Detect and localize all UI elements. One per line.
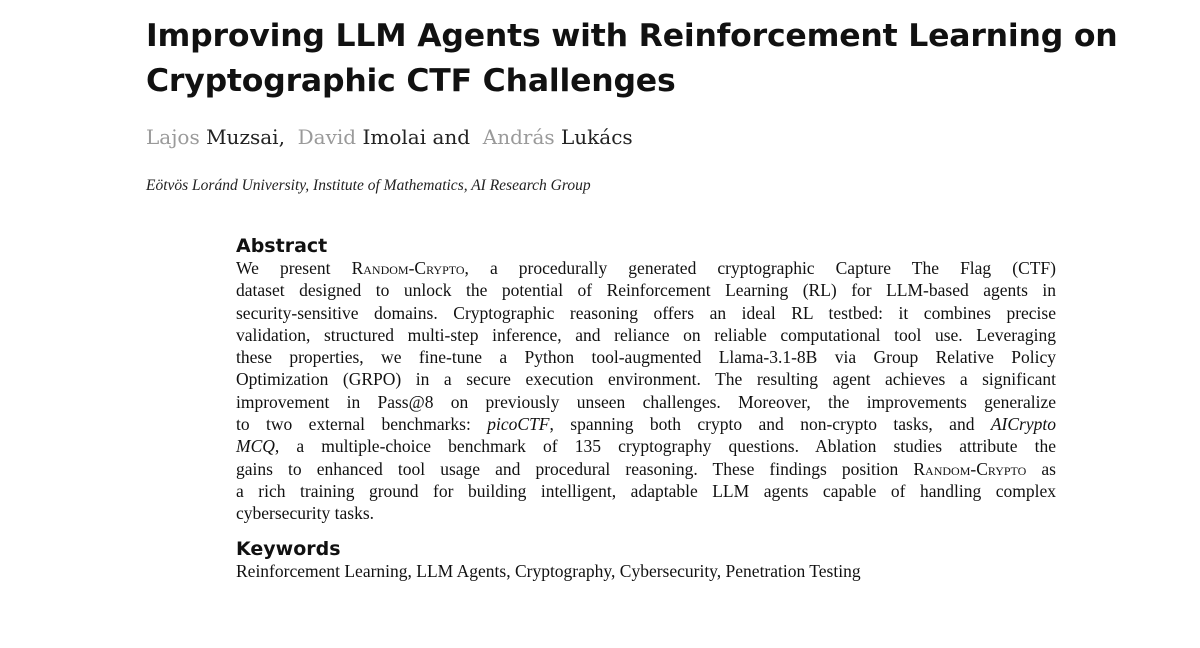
abstract-text-run: improvement in Pass@8 on previously unseen challenges. Moreover, the improvements generalize: [236, 391, 1056, 412]
benchmark-name: picoCTF: [487, 414, 550, 435]
abstract-text-run: cybersecurity tasks.: [236, 503, 375, 524]
abstract-line: [236, 413, 1056, 435]
abstract-text-run: , a multiple-choice benchmark of 135 cryptography questions. Ablation studies attribute the: [274, 436, 1056, 457]
abstract-line: [236, 368, 1056, 390]
author-2-family-name: Imolai: [362, 125, 427, 149]
abstract-text-run: a rich training ground for building intelligent, adaptable LLM agents capable of handling complex: [236, 480, 1056, 501]
abstract-line: [236, 302, 1056, 324]
abstract-text-run: validation, structured multi-step inference, and reliance on reliable computational tool use. Leveraging: [236, 324, 1056, 345]
abstract-text: [236, 257, 1056, 525]
abstract-heading: Abstract: [236, 235, 328, 257]
abstract-text-run: We present: [236, 258, 352, 278]
dataset-name: Random-Crypto: [351, 258, 465, 278]
abstract-line: [236, 480, 1056, 502]
abstract-text-run: security-sensitive domains. Cryptographic reasoning offers an ideal RL testbed: it combines precise: [236, 302, 1056, 323]
author-3-given-name: András: [482, 125, 555, 149]
paper-title: [146, 14, 1118, 104]
abstract-text-run: , spanning both crypto and non-crypto tasks, and: [549, 414, 991, 435]
abstract-text-run: as: [1026, 458, 1056, 479]
title-line-1: Improving LLM Agents with Reinforcement Learning on: [146, 18, 1118, 54]
keywords-list: Reinforcement Learning, LLM Agents, Cryptography, Cybersecurity, Penetration Testing: [236, 561, 861, 581]
abstract-text-run: these properties, we fine-tune a Python tool-augmented Llama-3.1-8B via Group Relative Policy: [236, 347, 1056, 368]
author-1-family-name: Muzsai: [206, 125, 279, 149]
abstract-line: [236, 391, 1056, 413]
abstract-line: [236, 346, 1056, 368]
abstract-line: [236, 458, 1056, 480]
abstract-line: [236, 435, 1056, 457]
abstract-text-run: , a procedurally generated cryptographic Capture The Flag (CTF): [464, 258, 1056, 278]
author-list: [146, 123, 633, 151]
author-separator-2: and: [426, 125, 471, 149]
title-line-2: Cryptographic CTF Challenges: [146, 63, 676, 99]
author-3-family-name: Lukács: [561, 125, 633, 149]
abstract-line: [236, 324, 1056, 346]
keywords-heading: Keywords: [236, 538, 341, 560]
benchmark-name: MCQ: [236, 436, 275, 457]
benchmark-name: AICrypto: [990, 414, 1056, 435]
abstract-line: [236, 279, 1056, 301]
affiliation: Eötvös Loránd University, Institute of Mathematics, AI Research Group: [146, 177, 591, 194]
abstract-text-run: to two external benchmarks:: [236, 414, 488, 435]
abstract-text-run: gains to enhanced tool usage and procedural reasoning. These findings position: [236, 458, 914, 479]
abstract-line: [236, 502, 1056, 524]
author-1-given-name: Lajos: [146, 125, 200, 149]
author-separator-1: ,: [278, 125, 285, 149]
abstract-text-run: Optimization (GRPO) in a secure execution environment. The resulting agent achieves a significant: [236, 369, 1056, 390]
abstract-line: [236, 257, 1056, 279]
author-2-given-name: David: [297, 125, 357, 149]
abstract-text-run: dataset designed to unlock the potential of Reinforcement Learning (RL) for LLM-based agents in: [236, 280, 1056, 301]
dataset-name: Random-Crypto: [913, 458, 1027, 479]
